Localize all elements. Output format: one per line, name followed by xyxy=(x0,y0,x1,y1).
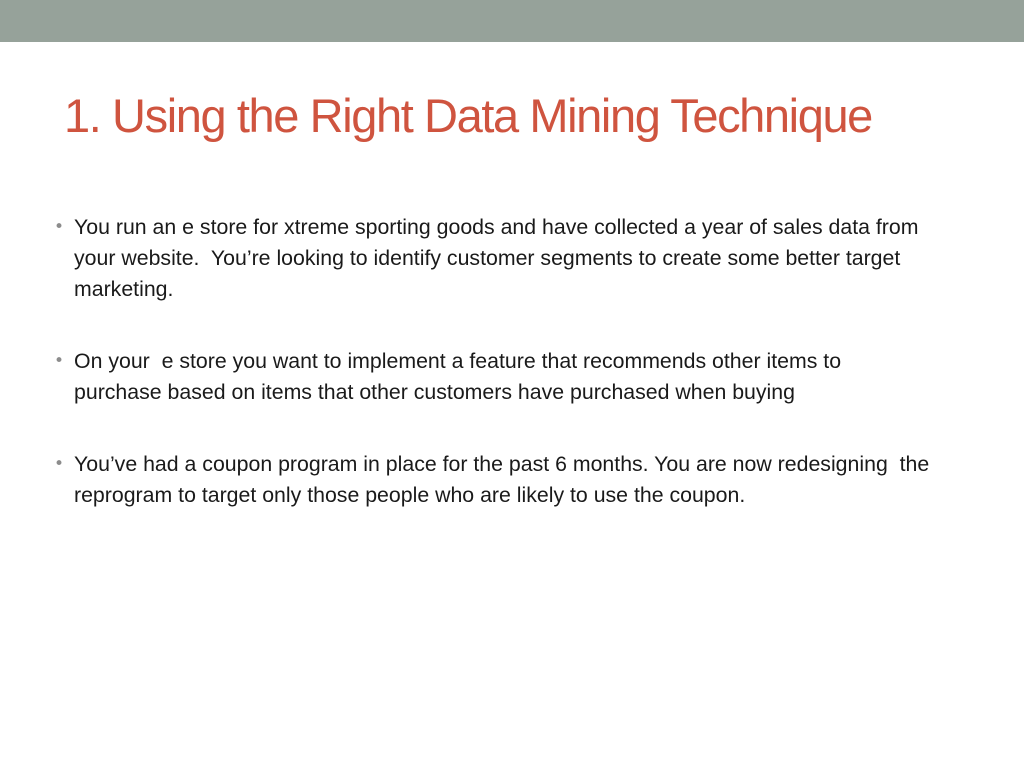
bullet-item xyxy=(54,346,934,408)
bullet-item xyxy=(54,212,934,305)
bullet-text: You run an e store for xtreme sporting goods and have collected a year of sales data from your website. You’re looking to identify customer segments to create some better target marketing. xyxy=(74,215,925,301)
bullet-item xyxy=(54,449,934,511)
bullet-list xyxy=(54,212,934,552)
bullet-text: You’ve had a coupon program in place for the past 6 months. You are now redesigning the reprogram to target only those people who are likely to use the coupon. xyxy=(74,452,936,507)
slide-title: 1. Using the Right Data Mining Technique xyxy=(64,89,872,142)
bullet-dot-icon: • xyxy=(54,217,65,237)
top-accent-band xyxy=(0,0,1024,42)
bullet-dot-icon: • xyxy=(54,351,65,371)
bullet-text: On your e store you want to implement a feature that recommends other items to purchase based on items that other customers have purchased when buying xyxy=(74,349,847,404)
bullet-dot-icon: • xyxy=(54,454,65,474)
